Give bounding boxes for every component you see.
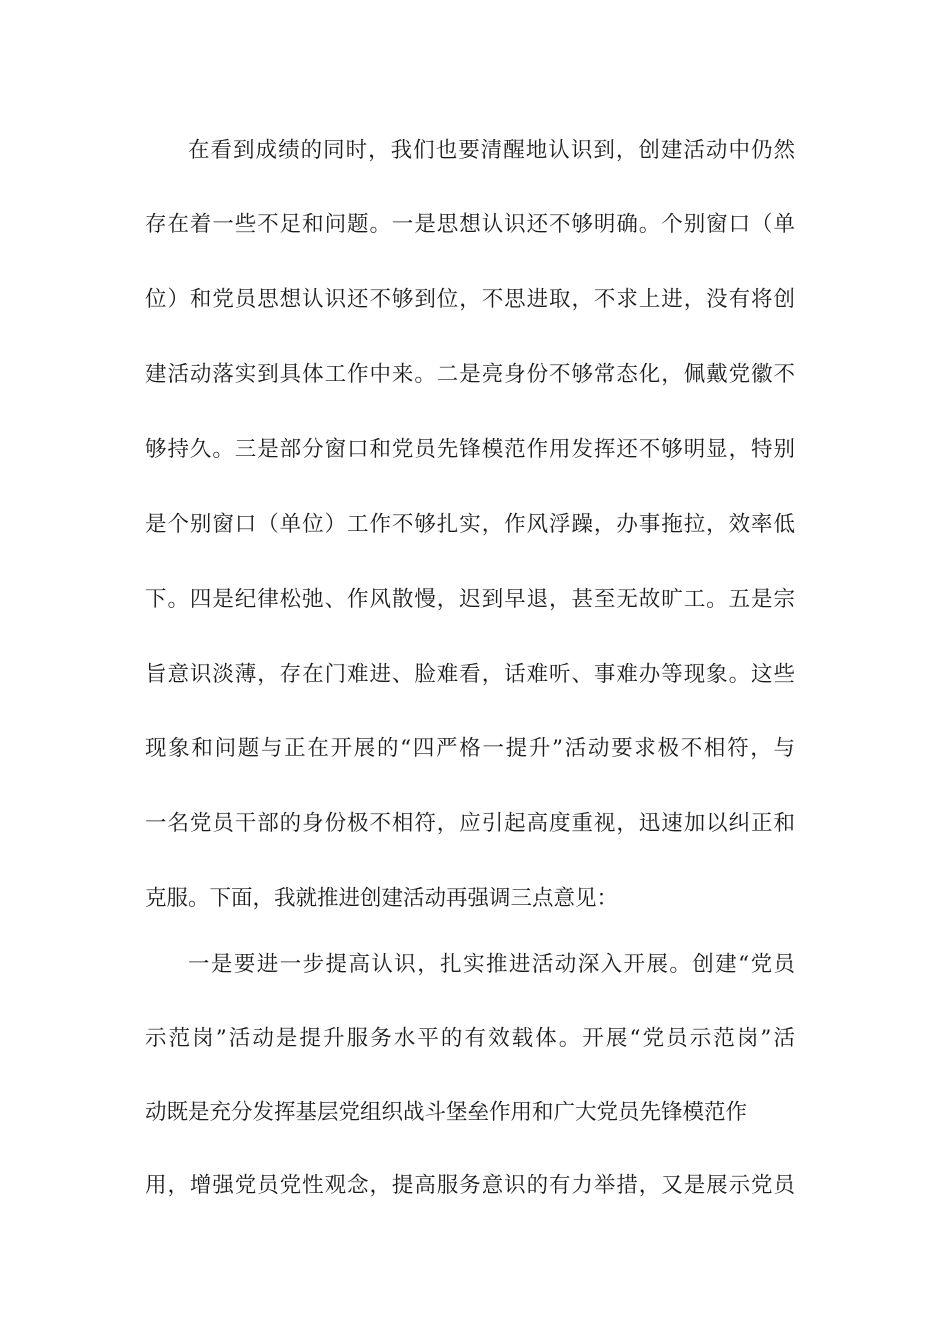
paragraph-line: 用，增强党员党性观念，提高服务意识的有力举措，又是展示党员 xyxy=(145,1173,795,1198)
paragraph-line: 示范岗”活动是提升服务水平的有效载体。开展“党员示范岗”活 xyxy=(145,1026,795,1051)
paragraph-line: 存在着一些不足和问题。一是思想认识还不够明确。个别窗口（单 xyxy=(145,212,795,237)
paragraph-line: 克服。下面，我就推进创建活动再强调三点意见： xyxy=(145,886,619,911)
paragraph-line: 一是要进一步提高认识，扎实推进活动深入开展。创建“党员 xyxy=(188,952,795,977)
paragraph-line: 在看到成绩的同时，我们也要清醒地认识到，创建活动中仍然 xyxy=(188,138,795,163)
paragraph-line: 一名党员干部的身份极不相符，应引起高度重视，迅速加以纠正和 xyxy=(145,811,795,836)
paragraph-line: 是个别窗口（单位）工作不够扎实，作风浮躁，办事拖拉，效率低 xyxy=(145,512,795,537)
paragraph-line: 下。四是纪律松弛、作风散慢，迟到早退，甚至无故旷工。五是宗 xyxy=(145,587,795,612)
paragraph-line: 位）和党员思想认识还不够到位，不思进取，不求上进，没有将创 xyxy=(145,287,795,312)
paragraph-line: 动既是充分发挥基层党组织战斗堡垒作用和广大党员先锋模范作 xyxy=(145,1100,748,1125)
paragraph-line: 旨意识淡薄，存在门难进、脸难看，话难听、事难办等现象。这些 xyxy=(145,662,795,687)
paragraph-line: 够持久。三是部分窗口和党员先锋模范作用发挥还不够明显，特别 xyxy=(145,437,795,462)
paragraph-line: 现象和问题与正在开展的“四严格一提升”活动要求极不相符，与 xyxy=(145,736,795,761)
paragraph-line: 建活动落实到具体工作中来。二是亮身份不够常态化，佩戴党徽不 xyxy=(145,362,795,387)
